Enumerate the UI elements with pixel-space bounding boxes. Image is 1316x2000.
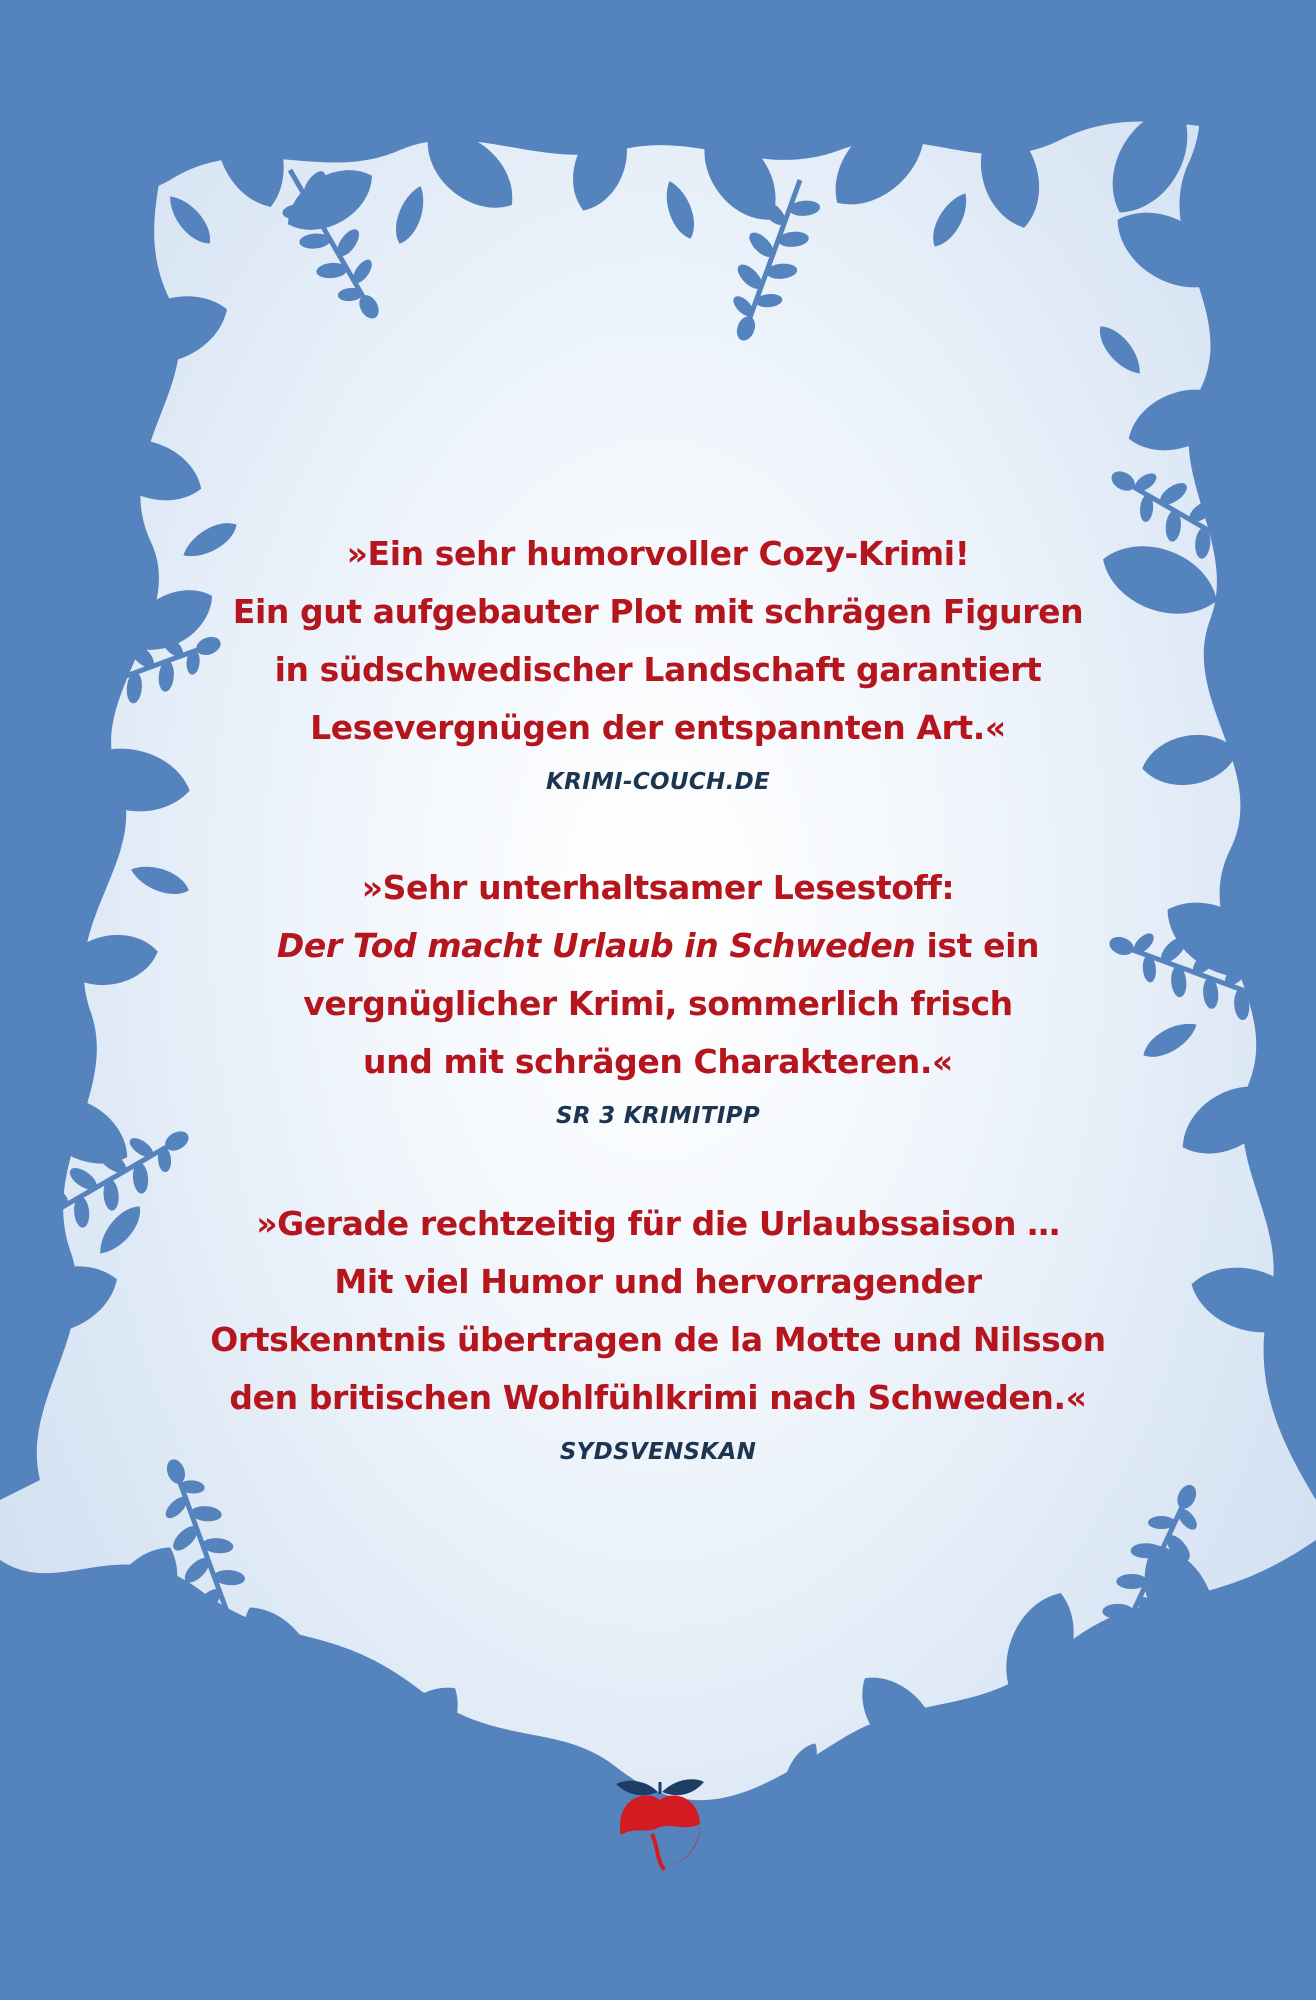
review-line-rest: ist ein [915,926,1040,965]
review-source: SYDSVENSKAN [559,1439,757,1465]
book-title: Der Tod macht Urlaub in Schweden [276,926,916,965]
review-line: Mit viel Humor und hervorragender [334,1262,982,1301]
review-source: KRIMI-COUCH.DE [545,769,771,795]
review-line: vergnüglicher Krimi, sommerlich frisch [303,984,1013,1023]
review-line: »Sehr unterhaltsamer Lesestoff: [361,868,955,907]
review-line: »Gerade rechtzeitig für die Urlaubssaison … [256,1204,1060,1243]
review-krimi-couch [160,525,1156,797]
review-line: »Ein sehr humorvoller Cozy-Krimi! [346,534,970,573]
review-line-with-title [160,917,1156,975]
reviews [160,525,1156,1529]
review-line: Lesevergnügen der entspannten Art.« [310,708,1006,747]
review-line: und mit schrägen Charakteren.« [363,1042,953,1081]
review-source: SR 3 KRIMITIPP [556,1103,760,1129]
apple-icon [612,1762,708,1874]
review-sr3 [160,859,1156,1131]
review-line: Ein gut aufgebauter Plot mit schrägen Figuren [232,592,1084,631]
review-line: den britischen Wohlfühlkrimi nach Schweden.« [229,1378,1087,1417]
review-line: in südschwedischer Landschaft garantiert [274,650,1042,689]
review-sydsvenskan [160,1195,1156,1467]
review-line: Ortskenntnis übertragen de la Motte und Nilsson [210,1320,1106,1359]
